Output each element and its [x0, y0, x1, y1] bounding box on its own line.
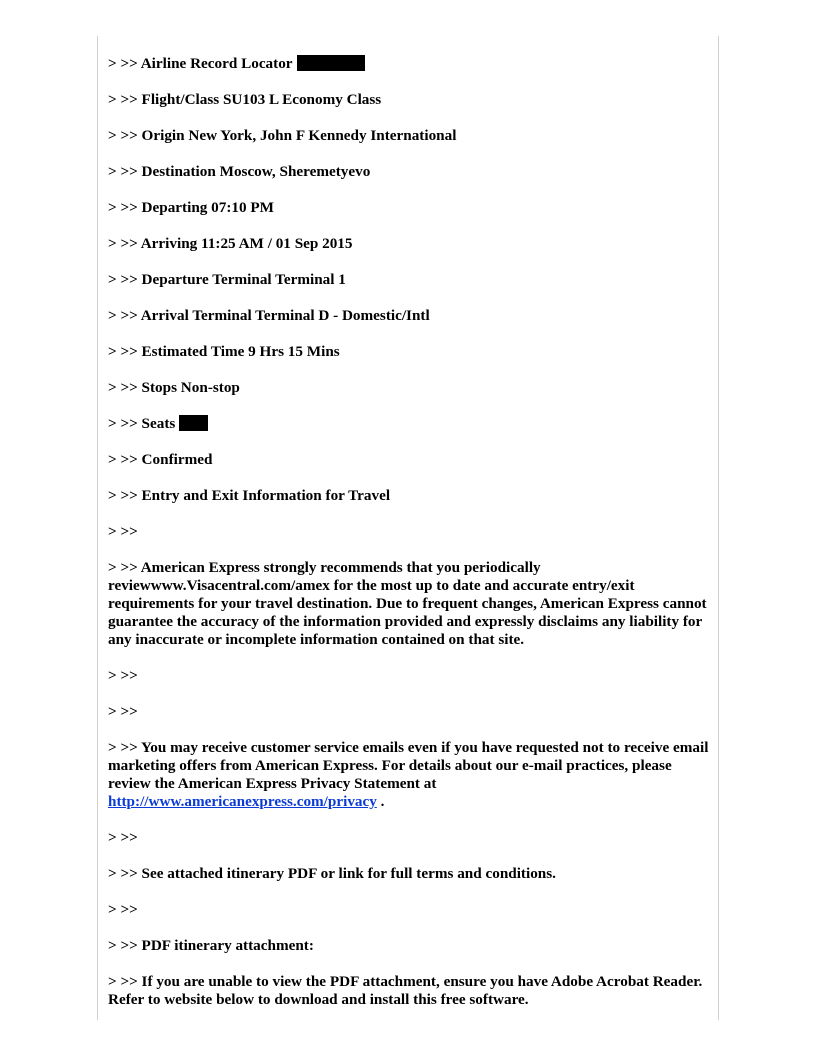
seats-line [108, 415, 712, 433]
service-emails-paragraph [108, 739, 712, 811]
departing-line: > >> Departing 07:10 PM [108, 199, 275, 216]
quote-blank-line: > >> [108, 523, 138, 540]
estimated-time-line: > >> Estimated Time 9 Hrs 15 Mins [108, 343, 340, 360]
privacy-link[interactable]: http://www.americanexpress.com/privacy [108, 793, 377, 810]
departure-terminal-line: > >> Departure Terminal Terminal 1 [108, 271, 346, 288]
record-locator-label: > >> Airline Record Locator [108, 55, 293, 72]
see-attached-line: > >> See attached itinerary PDF or link for full terms and conditions. [108, 865, 556, 882]
service-emails-text: > >> You may receive customer service emails even if you have requested not to receive email marketing offers from American Express. For details about our e-mail practices, please review the American Express Privacy Statement at [108, 739, 709, 792]
entry-exit-heading: > >> Entry and Exit Information for Travel [108, 487, 391, 504]
destination-line: > >> Destination Moscow, Sheremetyevo [108, 163, 371, 180]
record-locator-line [108, 55, 712, 73]
flight-class-line: > >> Flight/Class SU103 L Economy Class [108, 91, 382, 108]
acrobat-paragraph: > >> If you are unable to view the PDF attachment, ensure you have Adobe Acrobat Reader. Refer to website below to download and install this free software. [108, 973, 703, 1008]
seats-label: > >> Seats [108, 415, 176, 432]
quote-blank-line: > >> [108, 901, 138, 918]
pdf-attachment-line: > >> PDF itinerary attachment: [108, 937, 314, 954]
quote-blank-line: > >> [108, 667, 138, 684]
stops-line: > >> Stops Non-stop [108, 379, 240, 396]
email-body [108, 55, 712, 1027]
confirmed-line: > >> Confirmed [108, 451, 213, 468]
redacted-seats [179, 415, 208, 431]
origin-line: > >> Origin New York, John F Kennedy International [108, 127, 457, 144]
privacy-tail: . [376, 793, 385, 810]
amex-recommend-paragraph: > >> American Express strongly recommends that you periodically reviewwww.Visacentral.com/amex for the most up to date and accurate entry/exit requirements for your travel destination. Due to frequent changes, American Express cannot guarantee the accuracy of the information provided and expressly disclaims any liability for any inaccurate or incomplete information contained on that site. [108, 559, 707, 648]
arrival-terminal-line: > >> Arrival Terminal Terminal D - Domestic/Intl [108, 307, 430, 324]
redacted-locator [297, 55, 365, 71]
arriving-line: > >> Arriving 11:25 AM / 01 Sep 2015 [108, 235, 353, 252]
quote-blank-line: > >> [108, 703, 138, 720]
quote-blank-line: > >> [108, 829, 138, 846]
